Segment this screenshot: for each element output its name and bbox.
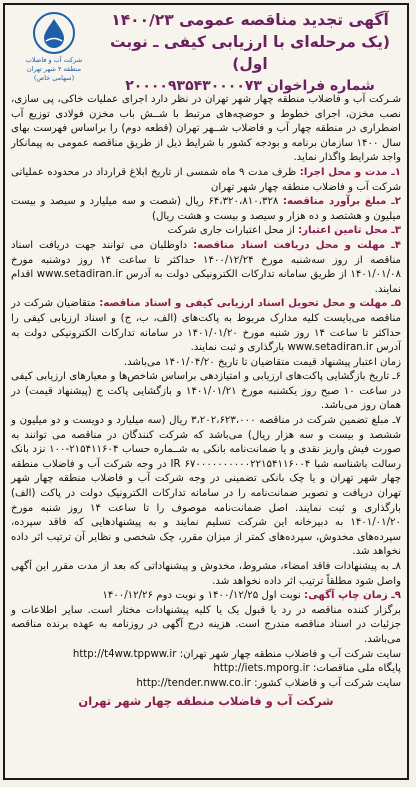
item-text: ظرف مدت ۹ ماه شمسی از تاریخ ابلاغ قرارداد در محدوده عملیاتی شرکت آب و فاضلاب منطقه چهار شهر تهران (11, 166, 401, 193)
item-text: ۶۴،۳۲۰،۸۱۰،۳۲۸ ریال (شصت و سه میلیارد و سیصد و بیست میلیون و هشتصد و ده هزار و سیصد و بیست و هشت ریال) (11, 196, 401, 222)
item-text: از محل اعتبارات جاری شرکت (167, 225, 295, 237)
notice-item (11, 166, 401, 195)
notice-footer: شرکت آب و فاضلاب منطقه چهار شهر تهران (78, 694, 334, 709)
item-text: داوطلبان می توانند جهت دریافت اسناد مناقصه از روز سه‌شنبه مورخ ۱۴۰۰/۱۲/۲۴ حداکثر تا ساعت ۱۴ روز دوشنبه مورخ ۱۴۰۱/۰۱/۰۸ از طریق سامانه تدارکات الکترونیکی دولت به آدرس www.setadiran.ir اقدام نمایند. (11, 239, 401, 295)
item-text: زمان اعتبار پیشنهاد قیمت متقاضیان تا تاریخ ۱۴۰۱/۰۴/۲۰ می‌باشد. (123, 356, 401, 368)
item-text: ۸ـ به پیشنهادات فاقد امضاء، مشروط، مخدوش و پیشنهاداتی که بعد از مدت مقرر این آگهی واصل شود مطلقاً ترتیب اثر داده نخواهد شد. (11, 561, 401, 587)
water-drop-logo-icon (32, 11, 76, 55)
call-number-value: ۲۰۰۰۰۹۳۵۴۳۰۰۰۰۷۳ (125, 78, 262, 94)
item-label: ۲ـ مبلغ برآورد مناقصه: (282, 196, 401, 208)
notice-item (11, 604, 401, 648)
website-label: سایت شرکت آب و فاضلاب منطقه چهار شهر تهران: (179, 648, 401, 660)
website-url-link[interactable]: http://iets.mporg.ir (213, 663, 310, 675)
item-text: برگزار کننده مناقصه در رد یا قبول یک یا کلیه پیشنهادات مختار است. سایر اطلاعات و جزئیات در اسناد مناقصه مندرج است. هزینه درج آگهی در روزنامه به عهده برنده مناقصه می‌باشد. (11, 604, 401, 645)
website-url-link[interactable]: http://tender.nww.co.ir (136, 677, 251, 689)
item-label: ۵ـ مهلت و محل تحویل اسناد ارزیابی کیفی و اسناد مناقصه: (99, 298, 401, 310)
website-list (11, 648, 401, 692)
notice-item (11, 195, 401, 224)
website-entry (11, 648, 401, 663)
item-label: ۴ـ مهلت و محل دریافت اسناد مناقصه: (193, 239, 401, 251)
intro-paragraph: شـرکت آب و فاضلاب منطقه چهار شهر تهران در نظر دارد اجرای عملیات خاکی، پی سازی، نصب مخزن، اجرای خطوط و حوضچه‌های مرتبط با شــش باب مخزن فولادی توزیع آب اضطراری در منطقه چهار آب و فاضلاب شــهر تهران (قطعه دوم) را براساس فهرست بهای سال ۱۴۰۰ سازمان برنامه و بودجه کشور با شرایط ذیل از طریق مناقصه عمومی به پیمانکار واجد شرایط واگذار نماید. (11, 94, 402, 164)
notice-item (11, 356, 401, 371)
notice-header (5, 5, 407, 93)
logo-org-line2: منطقه ۴ شهر تهران (26, 65, 82, 73)
website-entry (11, 662, 401, 677)
item-text: متقاضیان شرکت در مناقصه می‌بایست کلیه مدارک مربوط به پاکت‌های (الف، ب، ج) و اسناد ارزیابی کیفی را حداکثر تا ساعت ۱۴ روز شنبه مورخ ۱۴۰۱/۰۱/۲۰ در سامانه تدارکات الکترونیکی دولت به آدرس www.setadiran.ir بارگذاری و ثبت نمایند. (11, 298, 401, 354)
item-label: ۳ـ محل تامین اعتبار: (298, 225, 401, 237)
title-block (101, 9, 399, 97)
notice-item (11, 224, 401, 239)
notice-items (11, 166, 401, 648)
item-text: ۶ـ تاریخ بازگشایی پاکت‌های ارزیابی و امتیازدهی براساس شاخص‌ها و معیارهای ارزیابی کیفی در ساعت ۱۰ صبح روز یکشنبه مورخ ۱۴۰۱/۰۱/۲۱ و بازگشایی پاکت ج (پیشنهاد قیمت) در همان روز می‌باشد. (11, 371, 401, 412)
website-url-link[interactable]: http://t4ww.tppww.ir (72, 648, 177, 660)
tender-notice (3, 3, 409, 780)
website-entry (11, 677, 401, 692)
notice-body (5, 93, 407, 709)
item-label: ۱ـ مدت و محل اجرا: (299, 166, 401, 178)
notice-item (11, 370, 401, 414)
notice-item (11, 414, 401, 560)
notice-item (11, 297, 401, 355)
logo-org-line3: (سهامی خاص) (33, 74, 75, 82)
logo-org-line1: شرکت آب و فاضلاب (25, 56, 83, 64)
company-logo (13, 11, 95, 82)
call-number-label: شماره فراخوان (266, 78, 375, 94)
item-label: ۹ـ زمان چاپ آگهی: (304, 590, 401, 602)
website-label: سایت شرکت آب و فاضلاب کشور: (254, 677, 401, 689)
notice-item (11, 239, 401, 297)
website-label: پایگاه ملی مناقصات: (312, 663, 401, 675)
notice-title: آگهی تجدید مناقصه عمومی ۱۴۰۰/۲۳ (111, 11, 389, 29)
call-number-line (101, 75, 399, 97)
notice-subtitle: (یک مرحله‌ای با ارزیابی کیفی ـ نوبت اول) (110, 33, 390, 73)
item-text: ۷ـ مبلغ تضمین شرکت در مناقصه ۳،۲۰۲،۶۲۳،۰۰۰ ریال (سه میلیارد و دویست و دو میلیون و ششصد و بیست و سه هزار ریال) می‌باشد که شرکت کنندگان در مناقصه می توانند به صورت فیش واریز نقدی و یا ضمانت‌نامه بانکی به شــماره حساب ۲۱۵۴۱۱۶۰۴-۱۰۰ نزد بانک رسالت باشناسه شبا IR ۶۷۰۰۰۰۰۰۰۰۰۰۲۲۱۵۴۱۱۶۰۰۴ در وجه شرکت آب و فاضلاب منطقه چهار شهر تهران و یا چک بانکی تضمینی در وجه شرکت آب و فاضلاب منطقه چهار شهر تهران دریافت و تصویر ضمانت‌نامه را در سامانه تدارکات الکترونیک دولت در پاکت (الف) بارگذاری و ثبت نمایند. اصل ضمانت‌نامه موصوف را تا ساعت ۱۴ روز شنبه مورخ ۱۴۰۱/۰۱/۲۰ به دبیرخانه این شرکت تسلیم نمایند و به پیشنهادهایی که فاقد سپرده، سپرده‌های مخدوش، سپرده‌های کمتر از میزان مقرر، چک شخصی و نظایر آن ترتیب اثر داده نخواهد شد. (11, 415, 401, 558)
notice-item (11, 589, 401, 604)
notice-item (11, 560, 401, 589)
item-text: نوبت اول ۱۴۰۰/۱۲/۲۵ و نوبت دوم ۱۴۰۰/۱۲/۲۶ (102, 590, 301, 602)
